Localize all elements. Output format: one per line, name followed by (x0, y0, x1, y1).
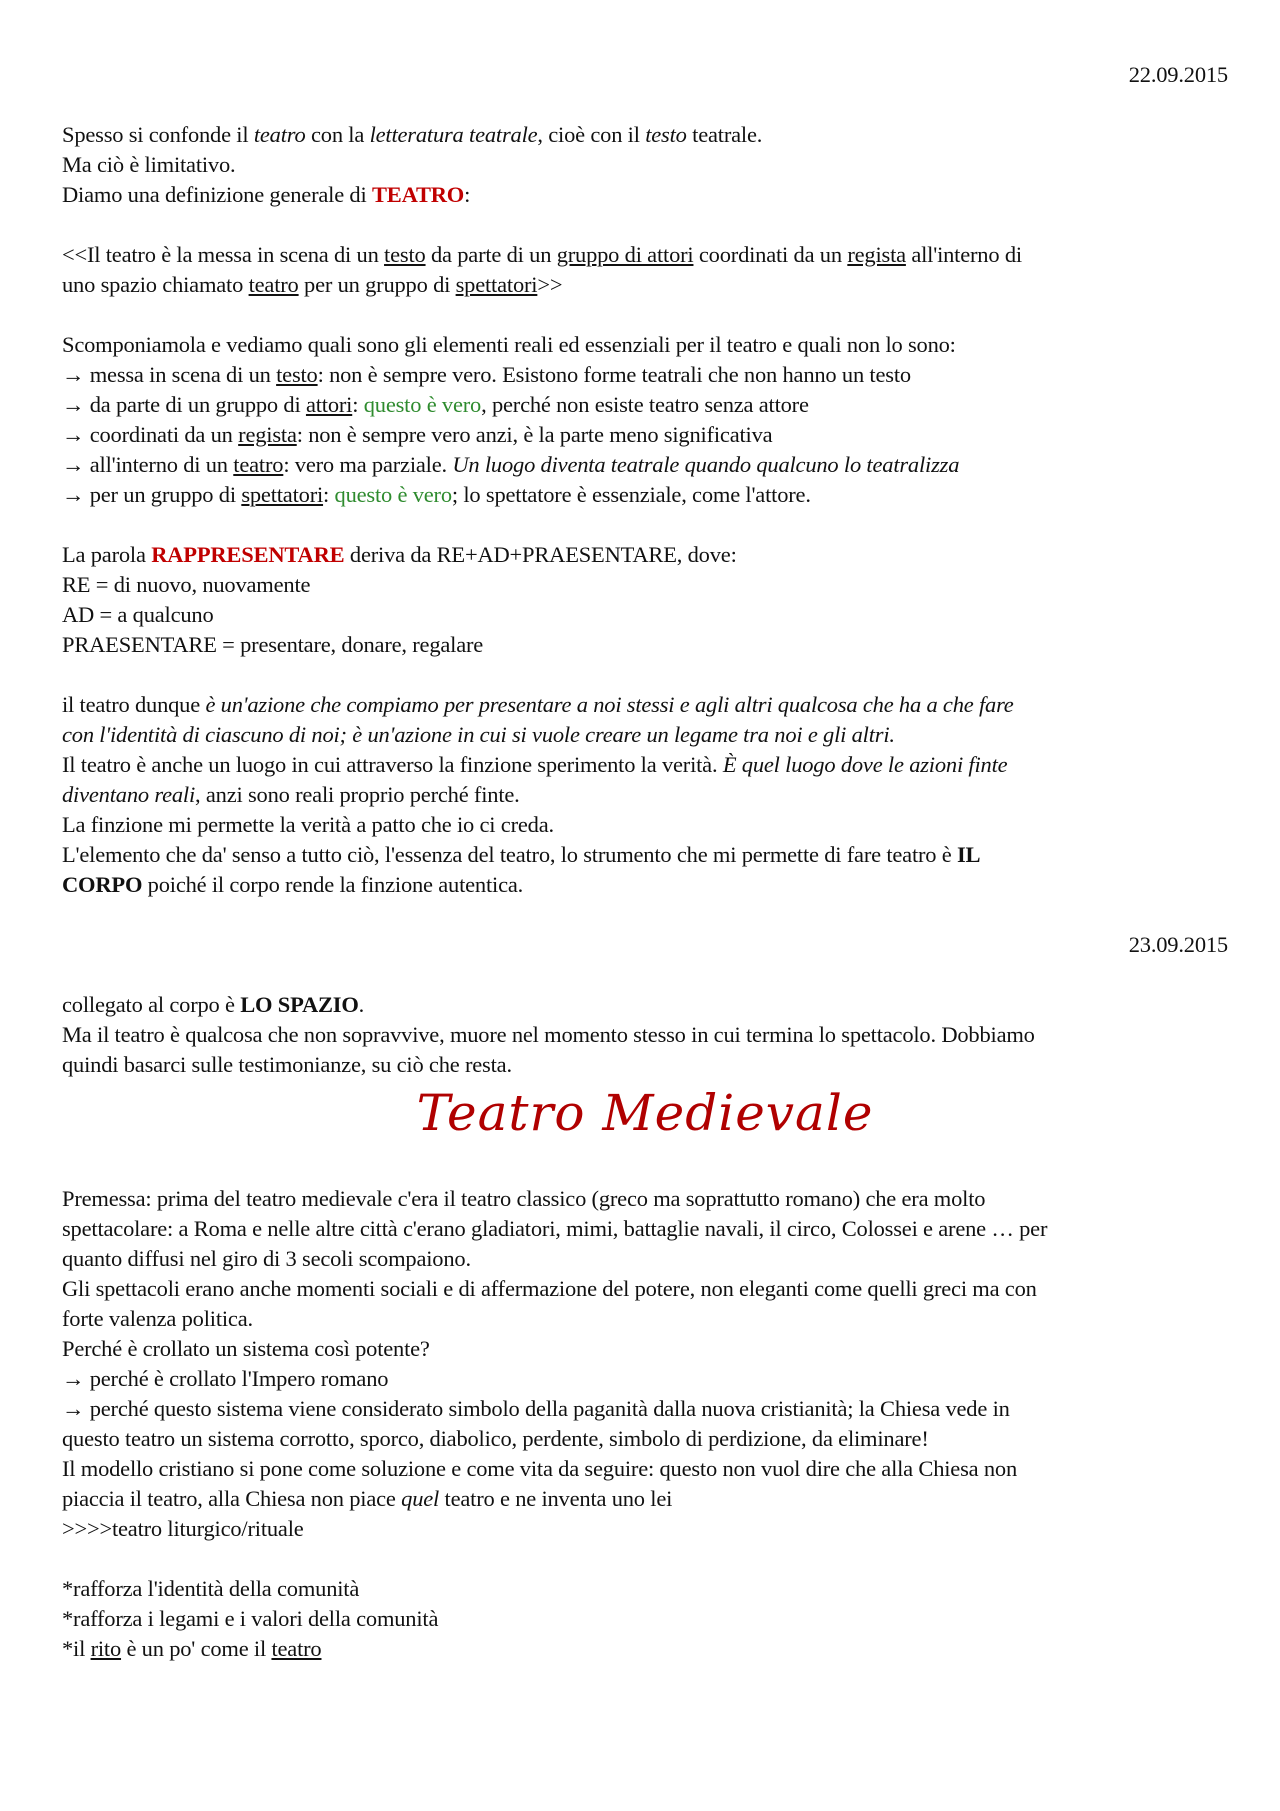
etymology-line: AD = a qualcuno (62, 602, 214, 627)
intro-line: Ma ciò è limitativo. (62, 152, 236, 177)
meaning-line: La finzione mi permette la verità a patto che io ci creda. (62, 812, 554, 837)
section-title: Teatro Medievale (416, 1084, 874, 1142)
medieval-line: Il modello cristiano si pone come soluzione e come vita da seguire: questo non vuol dire che alla Chiesa non (62, 1456, 1018, 1481)
analysis-item: → all'interno di un teatro: vero ma parziale. Un luogo diventa teatrale quando qualcuno lo teatralizza (62, 452, 960, 477)
meaning-line: il teatro dunque è un'azione che compiamo per presentare a noi stessi e agli altri qualcosa che ha a che fare (62, 692, 1014, 717)
medieval-line: Premessa: prima del teatro medievale c'era il teatro classico (greco ma soprattutto romano) che era molto (62, 1186, 986, 1211)
rappresentare-line: La parola RAPPRESENTARE deriva da RE+AD+PRAESENTARE, dove: (62, 542, 737, 567)
meaning-line: CORPO poiché il corpo rende la finzione autentica. (62, 872, 524, 897)
bullet-item: *il rito è un po' come il teatro (62, 1636, 322, 1661)
medieval-line: Perché è crollato un sistema così potente? (62, 1336, 430, 1361)
medieval-line: forte valenza politica. (62, 1306, 253, 1331)
bullet-item: *rafforza i legami e i valori della comunità (62, 1606, 439, 1631)
document-page (62, 60, 1228, 1664)
definition-line: <<Il teatro è la messa in scena di un testo da parte di un gruppo di attori coordinati da un regista all'interno di (62, 242, 1022, 267)
analysis-item: → messa in scena di un testo: non è sempre vero. Esistono forme teatrali che non hanno un testo (62, 362, 911, 387)
keyword-teatro: TEATRO (371, 182, 465, 207)
medieval-line: questo teatro un sistema corrotto, sporco, diabolico, perdente, simbolo di perdizione, da eliminare! (62, 1426, 929, 1451)
medieval-line: piaccia il teatro, alla Chiesa non piace quel teatro e ne inventa uno lei (62, 1486, 673, 1511)
analysis-item: → coordinati da un regista: non è sempre vero anzi, è la parte meno significativa (62, 422, 773, 447)
medieval-line: Gli spettacoli erano anche momenti sociali e di affermazione del potere, non eleganti come quelli greci ma con (62, 1276, 1037, 1301)
intro-line: Diamo una definizione generale di TEATRO: (62, 182, 471, 207)
medieval-line: quanto diffusi nel giro di 3 secoli scompaiono. (62, 1246, 471, 1271)
section-title-block (62, 1080, 1228, 1184)
keyword-rappresentare: RAPPRESENTARE (151, 542, 345, 567)
spazio-line: Ma il teatro è qualcosa che non sopravvive, muore nel momento stesso in cui termina lo spettacolo. Dobbiamo (62, 1022, 1035, 1047)
medieval-line: → perché è crollato l'Impero romano (62, 1366, 389, 1391)
definition-line: uno spazio chiamato teatro per un gruppo di spettatori>> (62, 272, 563, 297)
spazio-line: quindi basarci sulle testimonianze, su ciò che resta. (62, 1052, 512, 1077)
date-heading: 22.09.2015 (1128, 62, 1228, 87)
bullet-item: *rafforza l'identità della comunità (62, 1576, 360, 1601)
analysis-item: → per un gruppo di spettatori: questo è vero; lo spettatore è essenziale, come l'attore. (62, 482, 811, 507)
medieval-line: → perché questo sistema viene considerato simbolo della paganità dalla nuova cristianità; la Chiesa vede in (62, 1396, 1010, 1421)
meaning-line: diventano reali, anzi sono reali proprio perché finte. (62, 782, 520, 807)
meaning-line: Il teatro è anche un luogo in cui attraverso la finzione sperimento la verità. È quel luogo dove le azioni finte (62, 752, 1008, 777)
medieval-line: spettacolare: a Roma e nelle altre città c'erano gladiatori, mimi, battaglie navali, il circo, Colossei e arene … per (62, 1216, 1048, 1241)
medieval-line: >>>>teatro liturgico/rituale (62, 1516, 304, 1541)
spazio-line: collegato al corpo è LO SPAZIO. (62, 992, 365, 1017)
analysis-item: → da parte di un gruppo di attori: questo è vero, perché non esiste teatro senza attore (62, 392, 809, 417)
etymology-line: RE = di nuovo, nuovamente (62, 572, 311, 597)
date-heading: 23.09.2015 (1128, 932, 1228, 957)
intro-line: Spesso si confonde il teatro con la letteratura teatrale, cioè con il testo teatrale. (62, 122, 763, 147)
etymology-line: PRAESENTARE = presentare, donare, regalare (62, 632, 484, 657)
analysis-intro: Scomponiamola e vediamo quali sono gli elementi reali ed essenziali per il teatro e quali non lo sono: (62, 332, 956, 357)
meaning-line: con l'identità di ciascuno di noi; è un'azione in cui si vuole creare un legame tra noi e gli altri. (62, 722, 895, 747)
meaning-line: L'elemento che da' senso a tutto ciò, l'essenza del teatro, lo strumento che mi permette di fare teatro è IL (62, 842, 981, 867)
